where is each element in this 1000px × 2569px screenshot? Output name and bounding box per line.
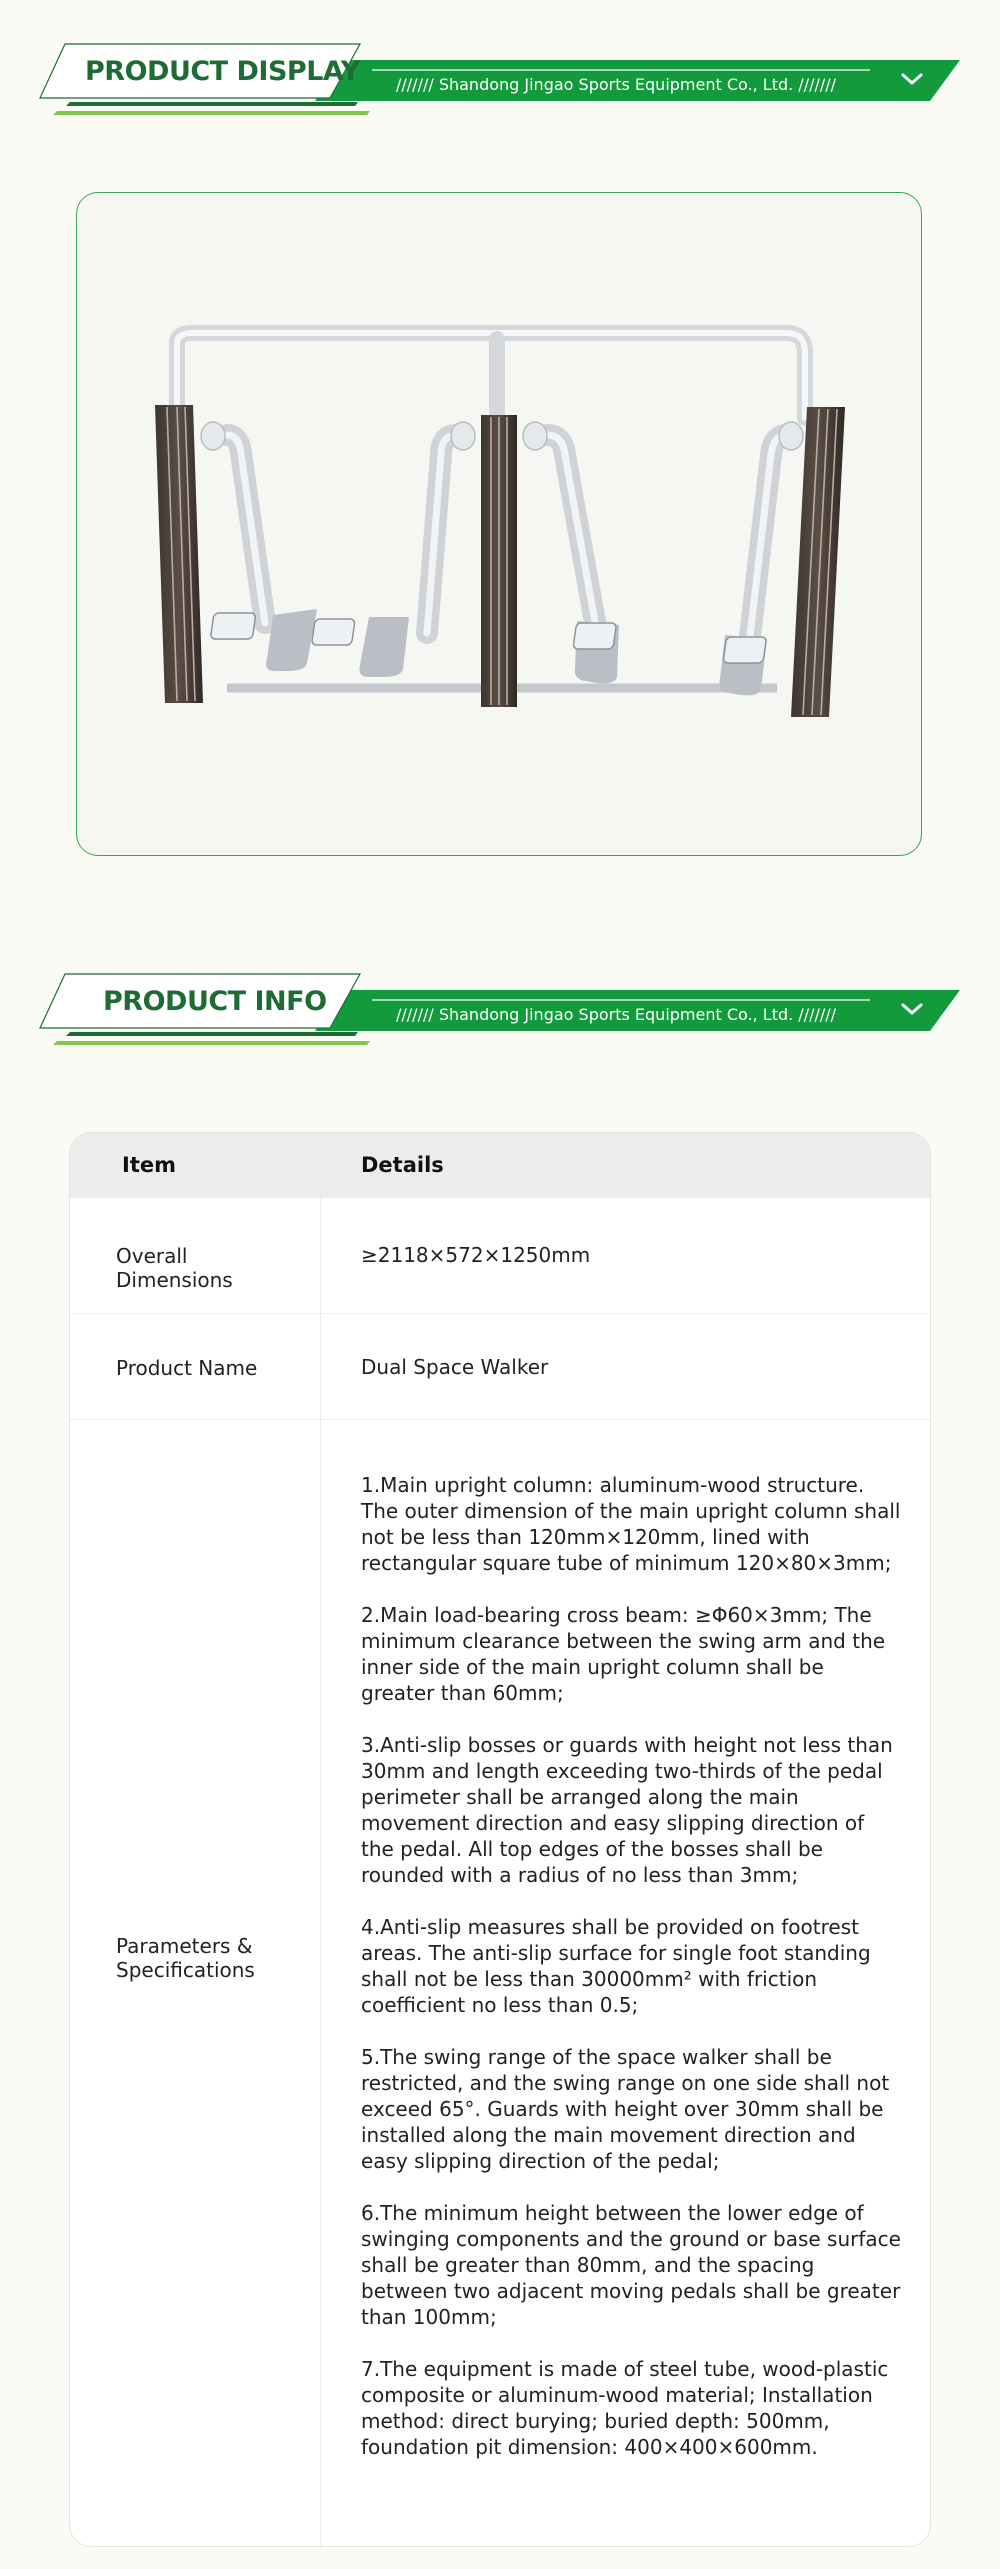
spec-item: 1.Main upright column: aluminum-wood structure. The outer dimension of the main upright column shall not be less than 120mm×120mm, lined with rectangular square tube of minimum 120×80×3mm; xyxy=(361,1473,901,1575)
section-subtitle: /////// Shandong Jingao Sports Equipment Co., Ltd. /////// xyxy=(396,1005,837,1024)
header-details: Details xyxy=(361,1153,444,1177)
table-row xyxy=(70,1313,930,1420)
section-title: PRODUCT DISPLAY xyxy=(85,56,360,87)
spec-item: 3.Anti-slip bosses or guards with height not less than 30mm and length exceeding two-thirds of the pedal perimeter shall be arranged along the main movement direction and easy slipping direction of the pedal. All top edges of the bosses shall be rounded with a radius of no less than 3mm; xyxy=(361,1733,893,1887)
spec-item: 6.The minimum height between the lower edge of swinging components and the ground or base surface shall be greater than 80mm, and the spacing between two adjacent moving pedals shall be greater than 100mm; xyxy=(361,2201,901,2329)
chevron-down-icon[interactable] xyxy=(900,70,924,88)
row-item: Parameters & Specifications xyxy=(116,1934,255,1982)
spec-item: 4.Anti-slip measures shall be provided on footrest areas. The anti-slip surface for single foot standing shall not be less than 30000mm² with friction coefficient no less than 0.5; xyxy=(361,1915,871,2017)
product-image-frame xyxy=(76,192,922,856)
row-details: ≥2118×572×1250mm xyxy=(361,1243,591,1267)
row-details: Dual Space Walker xyxy=(361,1355,549,1379)
row-item: Overall Dimensions xyxy=(116,1244,233,1292)
spec-table xyxy=(69,1132,931,2547)
spec-item: 2.Main load-bearing cross beam: ≥Φ60×3mm; The minimum clearance between the swing arm and the inner side of the main upright column shall be greater than 60mm; xyxy=(361,1603,886,1705)
section-title: PRODUCT INFO xyxy=(103,986,327,1017)
row-item: Product Name xyxy=(116,1356,258,1380)
spec-item: 7.The equipment is made of steel tube, wood-plastic composite or aluminum-wood material; Installation method: direct burying; buried depth: 500mm, foundation pit dimension: 400×400×600mm. xyxy=(361,2357,889,2459)
table-header xyxy=(70,1133,930,1197)
table-row xyxy=(70,1419,930,2547)
product-image xyxy=(77,193,922,856)
spec-item: 5.The swing range of the space walker shall be restricted, and the swing range on one side shall not exceed 65°. Guards with height over 30mm shall be installed along the main movement direction and easy slipping direction of the pedal; xyxy=(361,2045,890,2173)
table-row xyxy=(70,1197,930,1314)
chevron-down-icon[interactable] xyxy=(900,1000,924,1018)
header-item: Item xyxy=(122,1153,176,1177)
spec-list xyxy=(361,1472,901,2460)
section-subtitle: /////// Shandong Jingao Sports Equipment Co., Ltd. /////// xyxy=(396,75,837,94)
